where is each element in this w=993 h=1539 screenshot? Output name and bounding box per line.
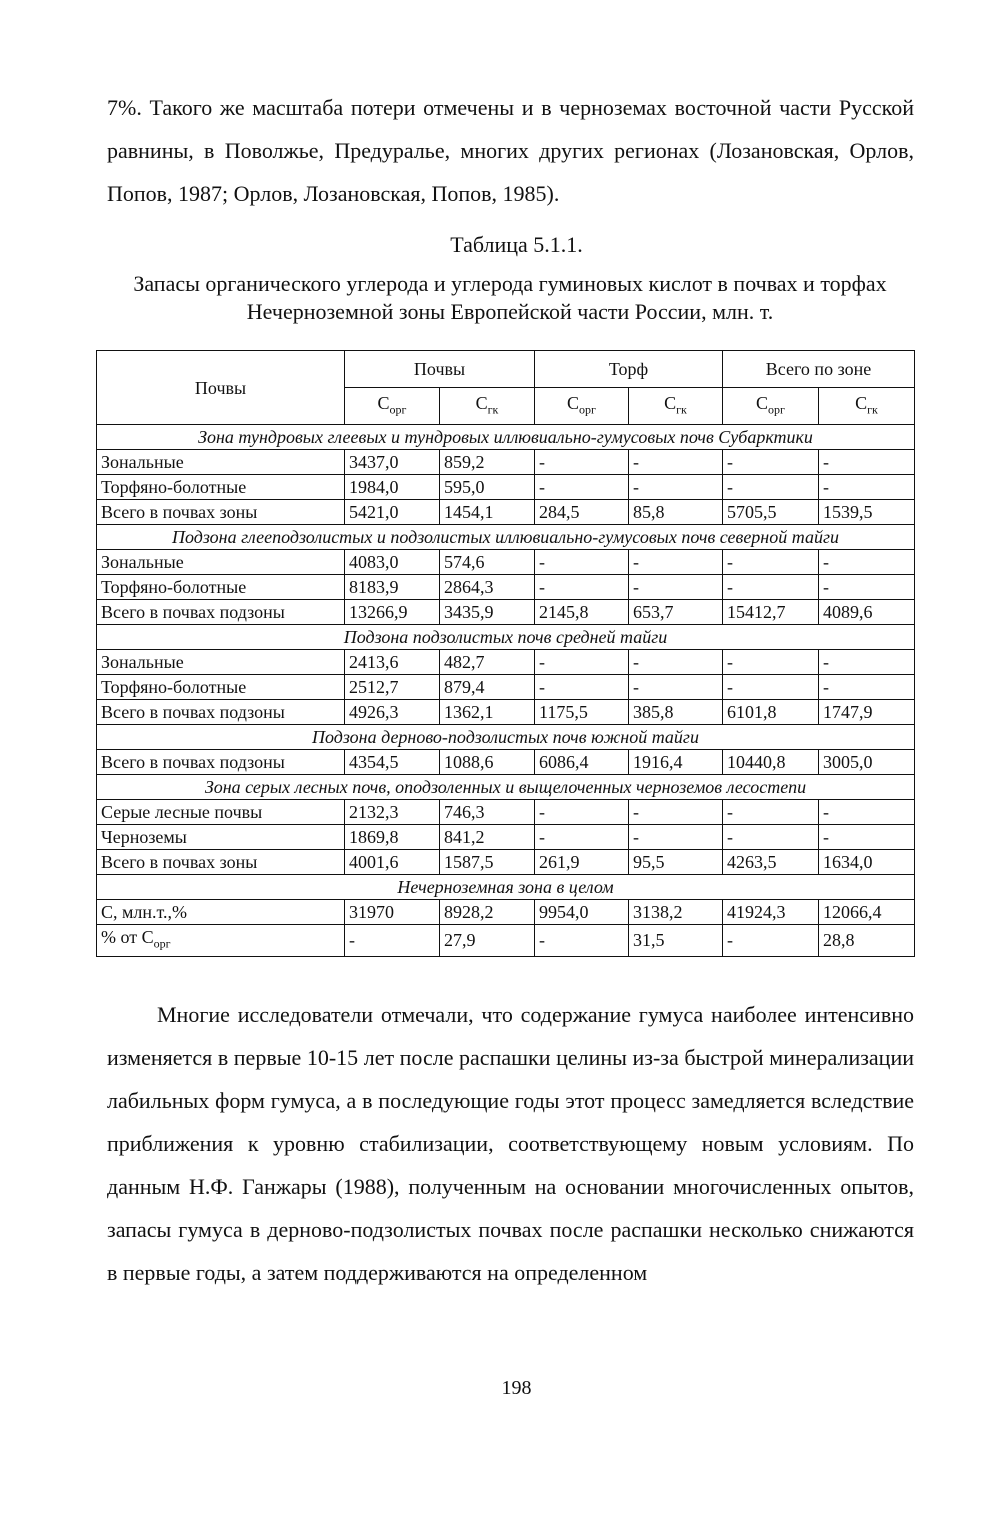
value-cell: - [723,675,819,700]
row-label: Всего в почвах зоны [97,850,345,875]
table-row [97,450,915,475]
value-cell: - [723,825,819,850]
value-cell: - [723,550,819,575]
subheader-cell: $С_{гк}$ [819,388,915,425]
value-cell: - [819,450,915,475]
subheader-cell: $С_{орг}$ [535,388,629,425]
value-cell: - [819,800,915,825]
value-cell: 6101,8 [723,700,819,725]
value-cell: - [535,925,629,957]
value-cell: 859,2 [440,450,535,475]
value-cell: - [345,925,440,957]
value-cell: 27,9 [440,925,535,957]
row-label: Серые лесные почвы [97,800,345,825]
row-label: С, млн.т.,% [97,900,345,925]
section-header-row [97,725,915,750]
row-label: Черноземы [97,825,345,850]
value-cell: 6086,4 [535,750,629,775]
section-header-row [97,525,915,550]
page-number: 198 [501,1377,532,1399]
section-title: Подзона подзолистых почв средней тайги [97,625,915,650]
value-cell: - [629,550,723,575]
value-cell: - [535,650,629,675]
table-row [97,750,915,775]
value-cell: 5705,5 [723,500,819,525]
value-cell: - [723,650,819,675]
value-cell: 31970 [345,900,440,925]
value-cell: 3437,0 [345,450,440,475]
row-label: Торфяно-болотные [97,675,345,700]
value-cell: 4926,3 [345,700,440,725]
header-row-label: Почвы [97,351,345,425]
table-row [97,550,915,575]
table-row [97,600,915,625]
value-cell: 8183,9 [345,575,440,600]
value-cell: - [535,475,629,500]
table-row [97,800,915,825]
value-cell: 4083,0 [345,550,440,575]
value-cell: - [535,675,629,700]
row-label: Всего в почвах подзоны [97,700,345,725]
row-label: Торфяно-болотные [97,475,345,500]
value-cell: 2864,3 [440,575,535,600]
value-cell: - [819,550,915,575]
table-row [97,825,915,850]
value-cell: 15412,7 [723,600,819,625]
row-label: Всего в почвах подзоны [97,600,345,625]
value-cell: - [819,650,915,675]
section-title: Нечерноземная зона в целом [97,875,915,900]
header-group-soils: Почвы [345,351,535,388]
value-cell: - [535,800,629,825]
header-group-peat: Торф [535,351,723,388]
section-title: Зона тундровых глеевых и тундровых иллювиально-гумусовых почв Субарктики [97,425,915,450]
value-cell: 2132,3 [345,800,440,825]
value-cell: 746,3 [440,800,535,825]
value-cell: 2145,8 [535,600,629,625]
value-cell: 4263,5 [723,850,819,875]
table-label: Таблица 5.1.1. [450,232,583,257]
table-body [97,425,915,957]
table-row [97,675,915,700]
value-cell: - [819,675,915,700]
value-cell: 4001,6 [345,850,440,875]
table-row [97,500,915,525]
value-cell: 41924,3 [723,900,819,925]
value-cell: - [535,575,629,600]
value-cell: - [819,575,915,600]
value-cell: 1539,5 [819,500,915,525]
value-cell: - [629,800,723,825]
value-cell: 3435,9 [440,600,535,625]
section-title: Подзона дерново-подзолистых почв южной тайги [97,725,915,750]
value-cell: - [629,825,723,850]
body-paragraph [107,993,914,1294]
row-label: Зональные [97,550,345,575]
value-cell: 1747,9 [819,700,915,725]
value-cell: 1916,4 [629,750,723,775]
value-cell: 2413,6 [345,650,440,675]
section-header-row [97,625,915,650]
table-row [97,925,915,957]
subheader-cell: $С_{орг}$ [723,388,819,425]
table-row [97,650,915,675]
value-cell: 261,9 [535,850,629,875]
value-cell: 284,5 [535,500,629,525]
intro-paragraph: 7%. Такого же масштаба потери отмечены и в черноземах восточной части Русской равнины, в Поволжье, Предуралье, многих других регионах (Лозановская, Орлов, Попов, 1987; Орлов, Лозановская, Попов, 1985). [107,95,914,206]
row-label: % от $С_{орг}$ [97,925,345,957]
value-cell: - [723,575,819,600]
value-cell: 9954,0 [535,900,629,925]
value-cell: 841,2 [440,825,535,850]
row-label: Всего в почвах подзоны [97,750,345,775]
value-cell: - [629,650,723,675]
subheader-cell: $С_{гк}$ [629,388,723,425]
value-cell: 482,7 [440,650,535,675]
subheader-cell: $С_{гк}$ [440,388,535,425]
section-header-row [97,875,915,900]
value-cell: 95,5 [629,850,723,875]
section-header-row [97,775,915,800]
value-cell: 4089,6 [819,600,915,625]
table-row [97,850,915,875]
value-cell: - [535,825,629,850]
value-cell: 1587,5 [440,850,535,875]
value-cell: 1175,5 [535,700,629,725]
value-cell: - [629,675,723,700]
value-cell: 595,0 [440,475,535,500]
value-cell: 10440,8 [723,750,819,775]
section-header-row [97,425,915,450]
row-label: Торфяно-болотные [97,575,345,600]
value-cell: - [535,450,629,475]
value-cell: 1634,0 [819,850,915,875]
table-row [97,475,915,500]
value-cell: 13266,9 [345,600,440,625]
value-cell: - [819,825,915,850]
data-table [96,350,915,957]
value-cell: 85,8 [629,500,723,525]
table-header-row [97,351,915,388]
value-cell: - [819,475,915,500]
value-cell: 28,8 [819,925,915,957]
row-label: Всего в почвах зоны [97,500,345,525]
value-cell: 385,8 [629,700,723,725]
row-label: Зональные [97,450,345,475]
row-label: Зональные [97,650,345,675]
value-cell: - [723,925,819,957]
value-cell: 1454,1 [440,500,535,525]
value-cell: - [629,450,723,475]
value-cell: 5421,0 [345,500,440,525]
value-cell: 3138,2 [629,900,723,925]
value-cell: - [629,575,723,600]
value-cell: 574,6 [440,550,535,575]
section-title: Подзона глееподзолистых и подзолистых иллювиально-гумусовых почв северной тайги [97,525,915,550]
value-cell: 1869,8 [345,825,440,850]
value-cell: 1362,1 [440,700,535,725]
subheader-cell: $С_{орг}$ [345,388,440,425]
value-cell: - [723,800,819,825]
table-row [97,575,915,600]
body-paragraph-text: Многие исследователи отмечали, что содержание гумуса наиболее интенсивно изменяется в первые 10-15 лет после распашки целины из-за быстрой минерализации лабильных форм гумуса, а в последующие годы этот процесс замедляется вследствие приближения к уровню стабилизации, соответствующему новым условиям. По данным Н.Ф. Ганжары (1988), полученным на основании многочисленных опытов, запасы гумуса в дерново-подзолистых почвах после распашки несколько снижаются в первые годы, а затем поддерживаются на определенном [107,1002,914,1285]
value-cell: 879,4 [440,675,535,700]
value-cell: 653,7 [629,600,723,625]
value-cell: - [535,550,629,575]
value-cell: - [723,475,819,500]
value-cell: 2512,7 [345,675,440,700]
value-cell: 1088,6 [440,750,535,775]
table-caption: Запасы органического углерода и углерода гуминовых кислот в почвах и торфах Нечерноземной зоны Европейской части России, млн. т. [133,271,887,324]
value-cell: 4354,5 [345,750,440,775]
value-cell: 12066,4 [819,900,915,925]
value-cell: 3005,0 [819,750,915,775]
table-row [97,700,915,725]
section-title: Зона серых лесных почв, оподзоленных и выщелоченных черноземов лесостепи [97,775,915,800]
table-row [97,900,915,925]
value-cell: - [629,475,723,500]
value-cell: 8928,2 [440,900,535,925]
value-cell: 31,5 [629,925,723,957]
value-cell: 1984,0 [345,475,440,500]
value-cell: - [723,450,819,475]
header-group-total: Всего по зоне [723,351,915,388]
